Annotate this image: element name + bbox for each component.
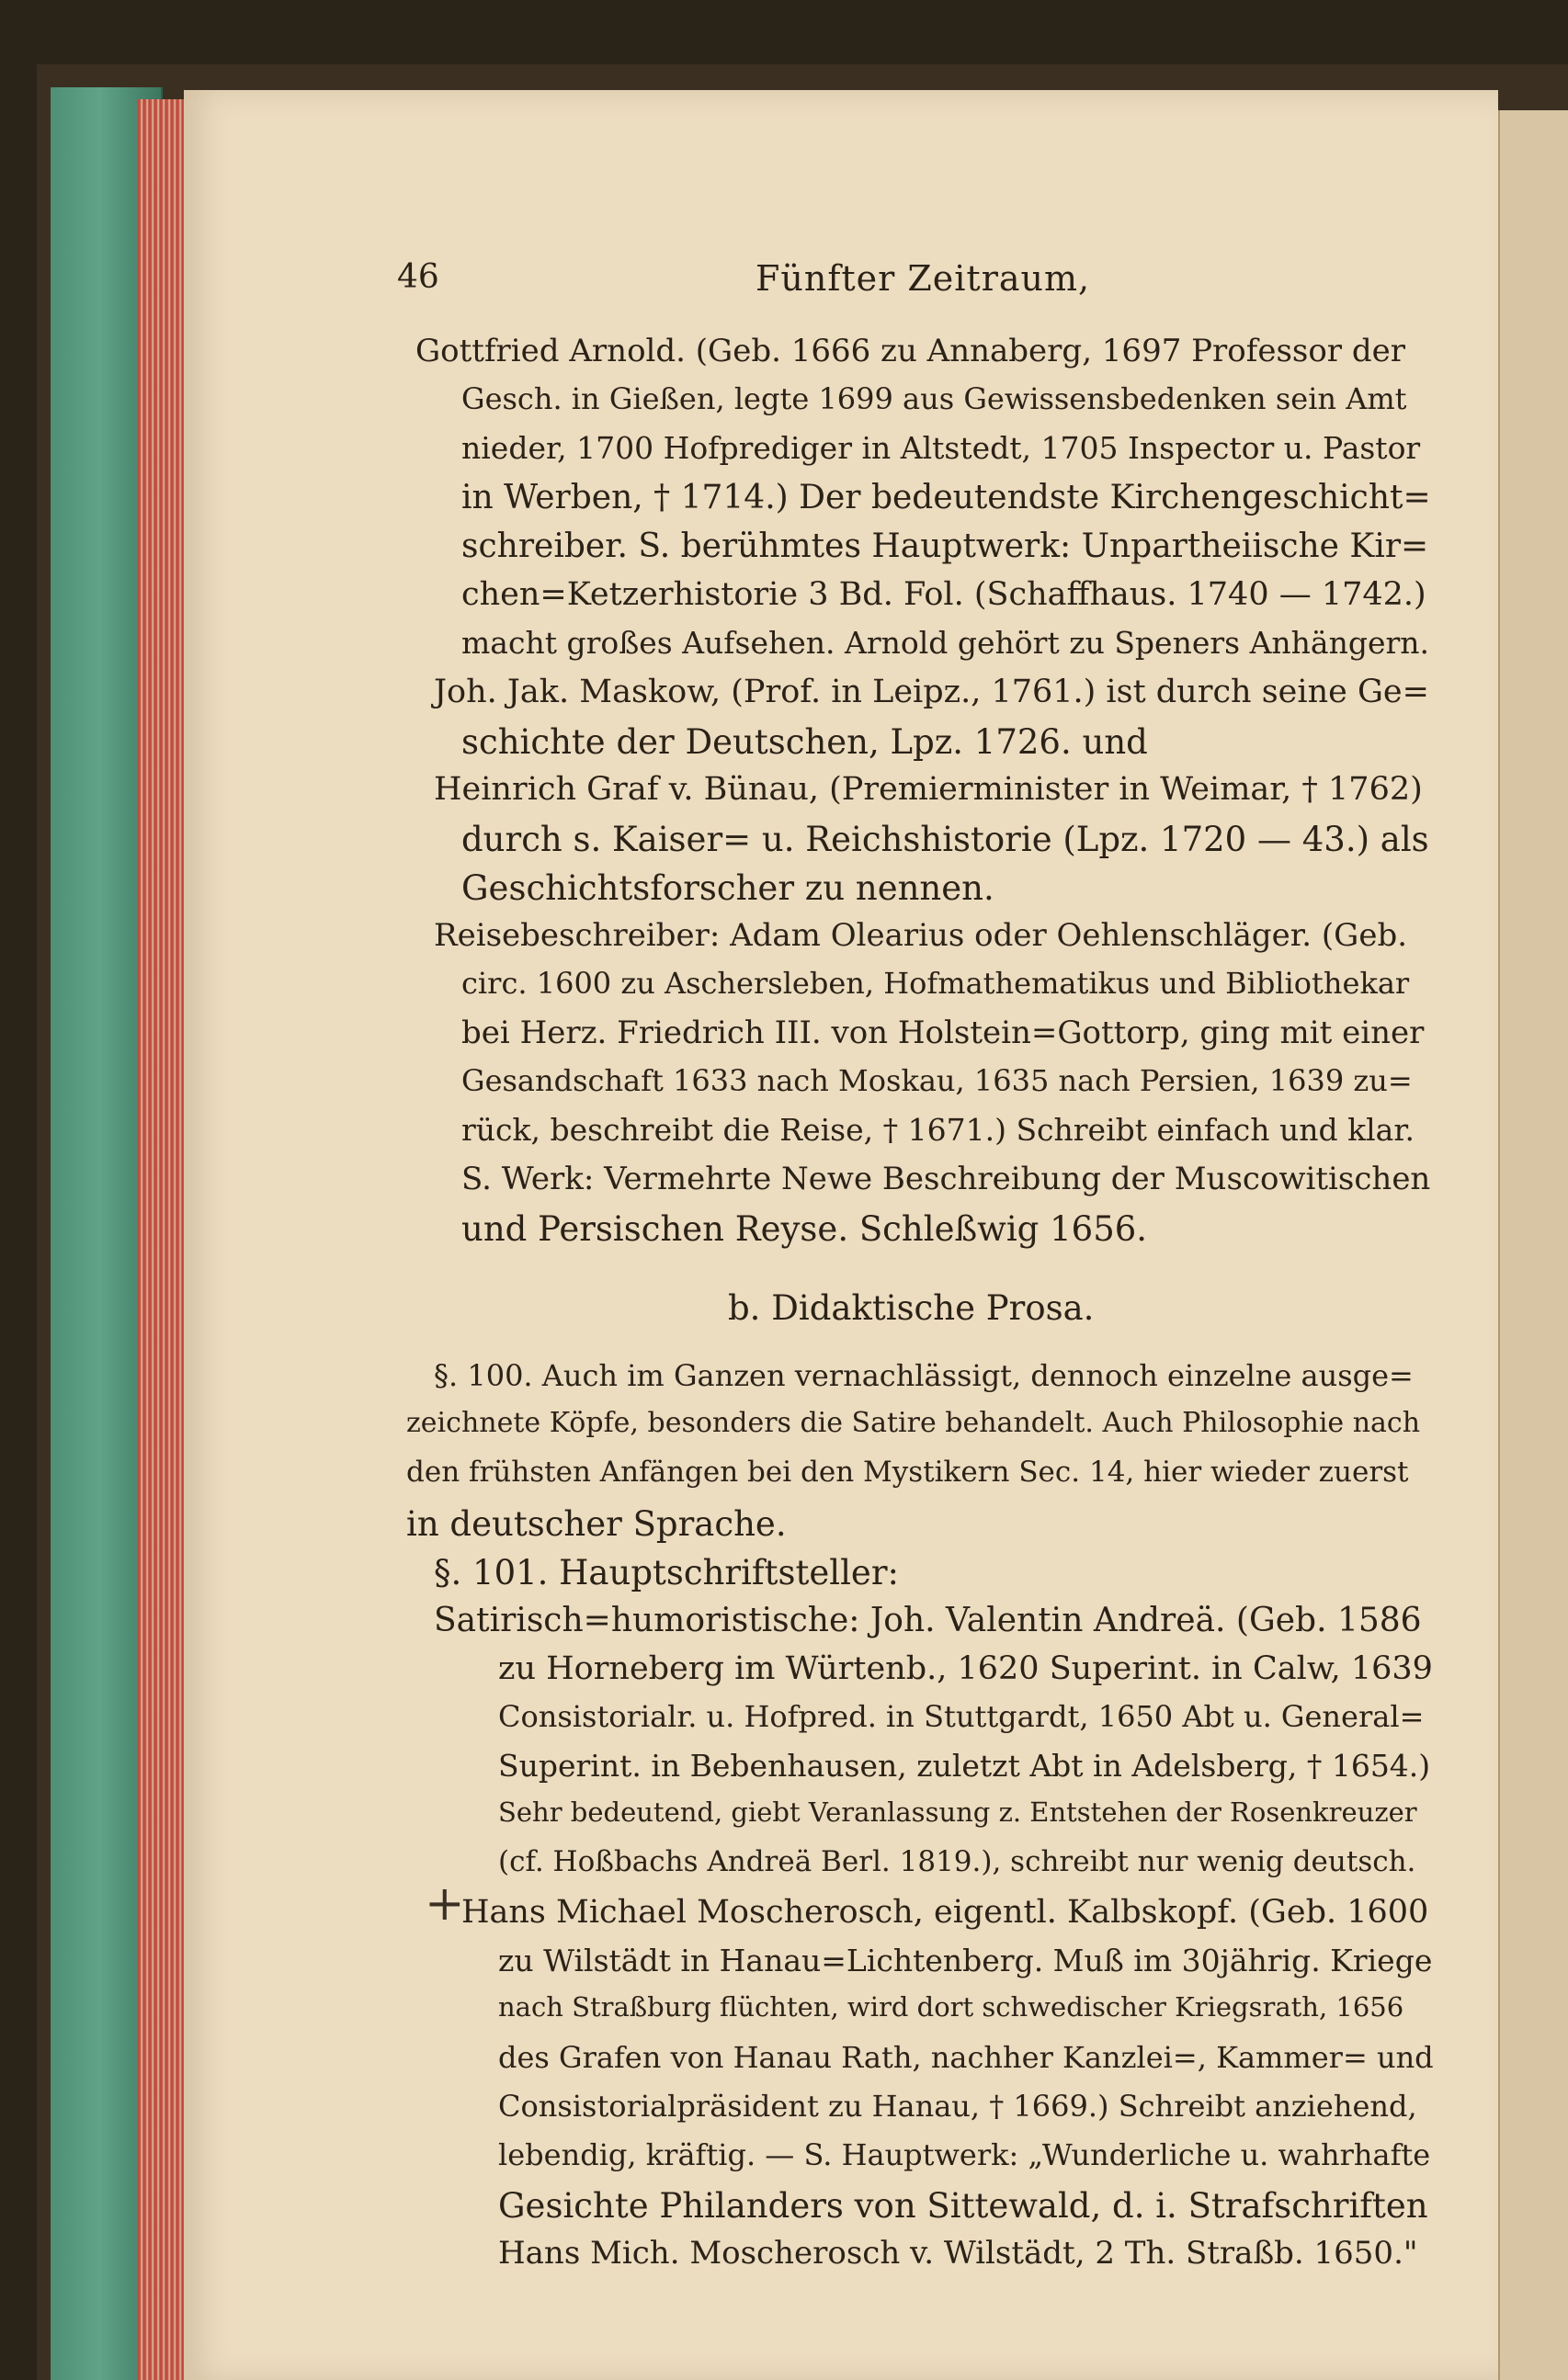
text-line: (cf. Hoßbachs Andreä Berl. 1819.), schreibt nur wenig deutsch. xyxy=(498,1845,1416,1878)
text-line: zeichnete Köpfe, besonders die Satire behandelt. Auch Philosophie nach xyxy=(406,1407,1421,1439)
page-number: 46 xyxy=(397,258,439,296)
text-line: Gesichte Philanders von Sittewald, d. i. Strafschriften xyxy=(498,2186,1428,2226)
text-line: Gesch. in Gießen, legte 1699 aus Gewissensbedenken sein Amt xyxy=(461,381,1407,416)
text-line: Reisebeschreiber: Adam Olearius oder Oehlenschläger. (Geb. xyxy=(434,917,1408,954)
text-line: S. Werk: Vermehrte Newe Beschreibung der Muscowitischen xyxy=(461,1161,1431,1197)
text-line: Satirisch=humoristische: Joh. Valentin Andreä. (Geb. 1586 xyxy=(434,1602,1422,1639)
section-heading: b. Didaktische Prosa. xyxy=(728,1288,1095,1328)
text-line: schreiber. S. berühmtes Hauptwerk: Unpartheiische Kir= xyxy=(461,527,1429,565)
text-line: und Persischen Reyse. Schleßwig 1656. xyxy=(461,1209,1148,1249)
text-line: circ. 1600 zu Aschersleben, Hofmathematikus und Bibliothekar xyxy=(461,966,1410,1001)
text-line: den frühsten Anfängen bei den Mystikern Sec. 14, hier wieder zuerst xyxy=(406,1456,1409,1489)
margin-cross-mark: + xyxy=(425,1876,465,1932)
text-line: in deutscher Sprache. xyxy=(406,1504,787,1544)
text-line: Superint. in Bebenhausen, zuletzt Abt in Adelsberg, † 1654.) xyxy=(498,1748,1431,1784)
text-line: §. 101. Hauptschriftsteller: xyxy=(434,1553,899,1592)
text-line: Joh. Jak. Maskow, (Prof. in Leipz., 1761.) ist durch seine Ge= xyxy=(434,674,1429,710)
text-line: nach Straßburg flüchten, wird dort schwedischer Kriegsrath, 1656 xyxy=(498,1991,1404,2023)
text-line: Gesandschaft 1633 nach Moskau, 1635 nach Persien, 1639 zu= xyxy=(461,1063,1413,1098)
text-line: Hans Michael Moscherosch, eigentl. Kalbskopf. (Geb. 1600 xyxy=(461,1894,1429,1931)
text-line: Gottfried Arnold. (Geb. 1666 zu Annaberg, 1697 Professor der xyxy=(415,333,1406,369)
text-line: chen=Ketzerhistorie 3 Bd. Fol. (Schaffhaus. 1740 — 1742.) xyxy=(461,576,1426,613)
text-line: Heinrich Graf v. Bünau, (Premierminister in Weimar, † 1762) xyxy=(434,771,1423,808)
text-line: macht großes Aufsehen. Arnold gehört zu Speners Anhängern. xyxy=(461,625,1430,661)
text-line: nieder, 1700 Hofprediger in Altstedt, 1705 Inspector u. Pastor xyxy=(461,430,1421,466)
text-line: zu Horneberg im Würtenb., 1620 Superint. in Calw, 1639 xyxy=(498,1650,1433,1687)
text-line: §. 100. Auch im Ganzen vernachlässigt, dennoch einzelne ausge= xyxy=(434,1358,1414,1393)
text-line: Sehr bedeutend, giebt Veranlassung z. Entstehen der Rosenkreuzer xyxy=(498,1796,1417,1828)
text-line: Geschichtsforscher zu nennen. xyxy=(461,868,994,908)
text-line: durch s. Kaiser= u. Reichshistorie (Lpz. 1720 — 43.) als xyxy=(461,820,1429,859)
running-head: Fünfter Zeitraum, xyxy=(756,258,1091,299)
text-line: Consistorialpräsident zu Hanau, † 1669.) Schreibt anziehend, xyxy=(498,2089,1417,2124)
text-line: des Grafen von Hanau Rath, nachher Kanzlei=, Kammer= und xyxy=(498,2040,1434,2075)
text-line: bei Herz. Friedrich III. von Holstein=Gottorp, ging mit einer xyxy=(461,1014,1425,1051)
text-line: in Werben, † 1714.) Der bedeutendste Kirchengeschicht= xyxy=(461,479,1431,516)
text-line: schichte der Deutschen, Lpz. 1726. und xyxy=(461,722,1148,762)
text-line: Hans Mich. Moscherosch v. Wilstädt, 2 Th. Straßb. 1650." xyxy=(498,2235,1418,2272)
text-line: zu Wilstädt in Hanau=Lichtenberg. Muß im 30jährig. Kriege xyxy=(498,1943,1433,1978)
facing-page-edge xyxy=(1498,110,1568,2380)
text-line: lebendig, kräftig. — S. Hauptwerk: „Wunderliche u. wahrhafte xyxy=(498,2137,1431,2172)
text-line: Consistorialr. u. Hofpred. in Stuttgardt, 1650 Abt u. General= xyxy=(498,1699,1425,1734)
text-line: rück, beschreibt die Reise, † 1671.) Schreibt einfach und klar. xyxy=(461,1112,1415,1148)
